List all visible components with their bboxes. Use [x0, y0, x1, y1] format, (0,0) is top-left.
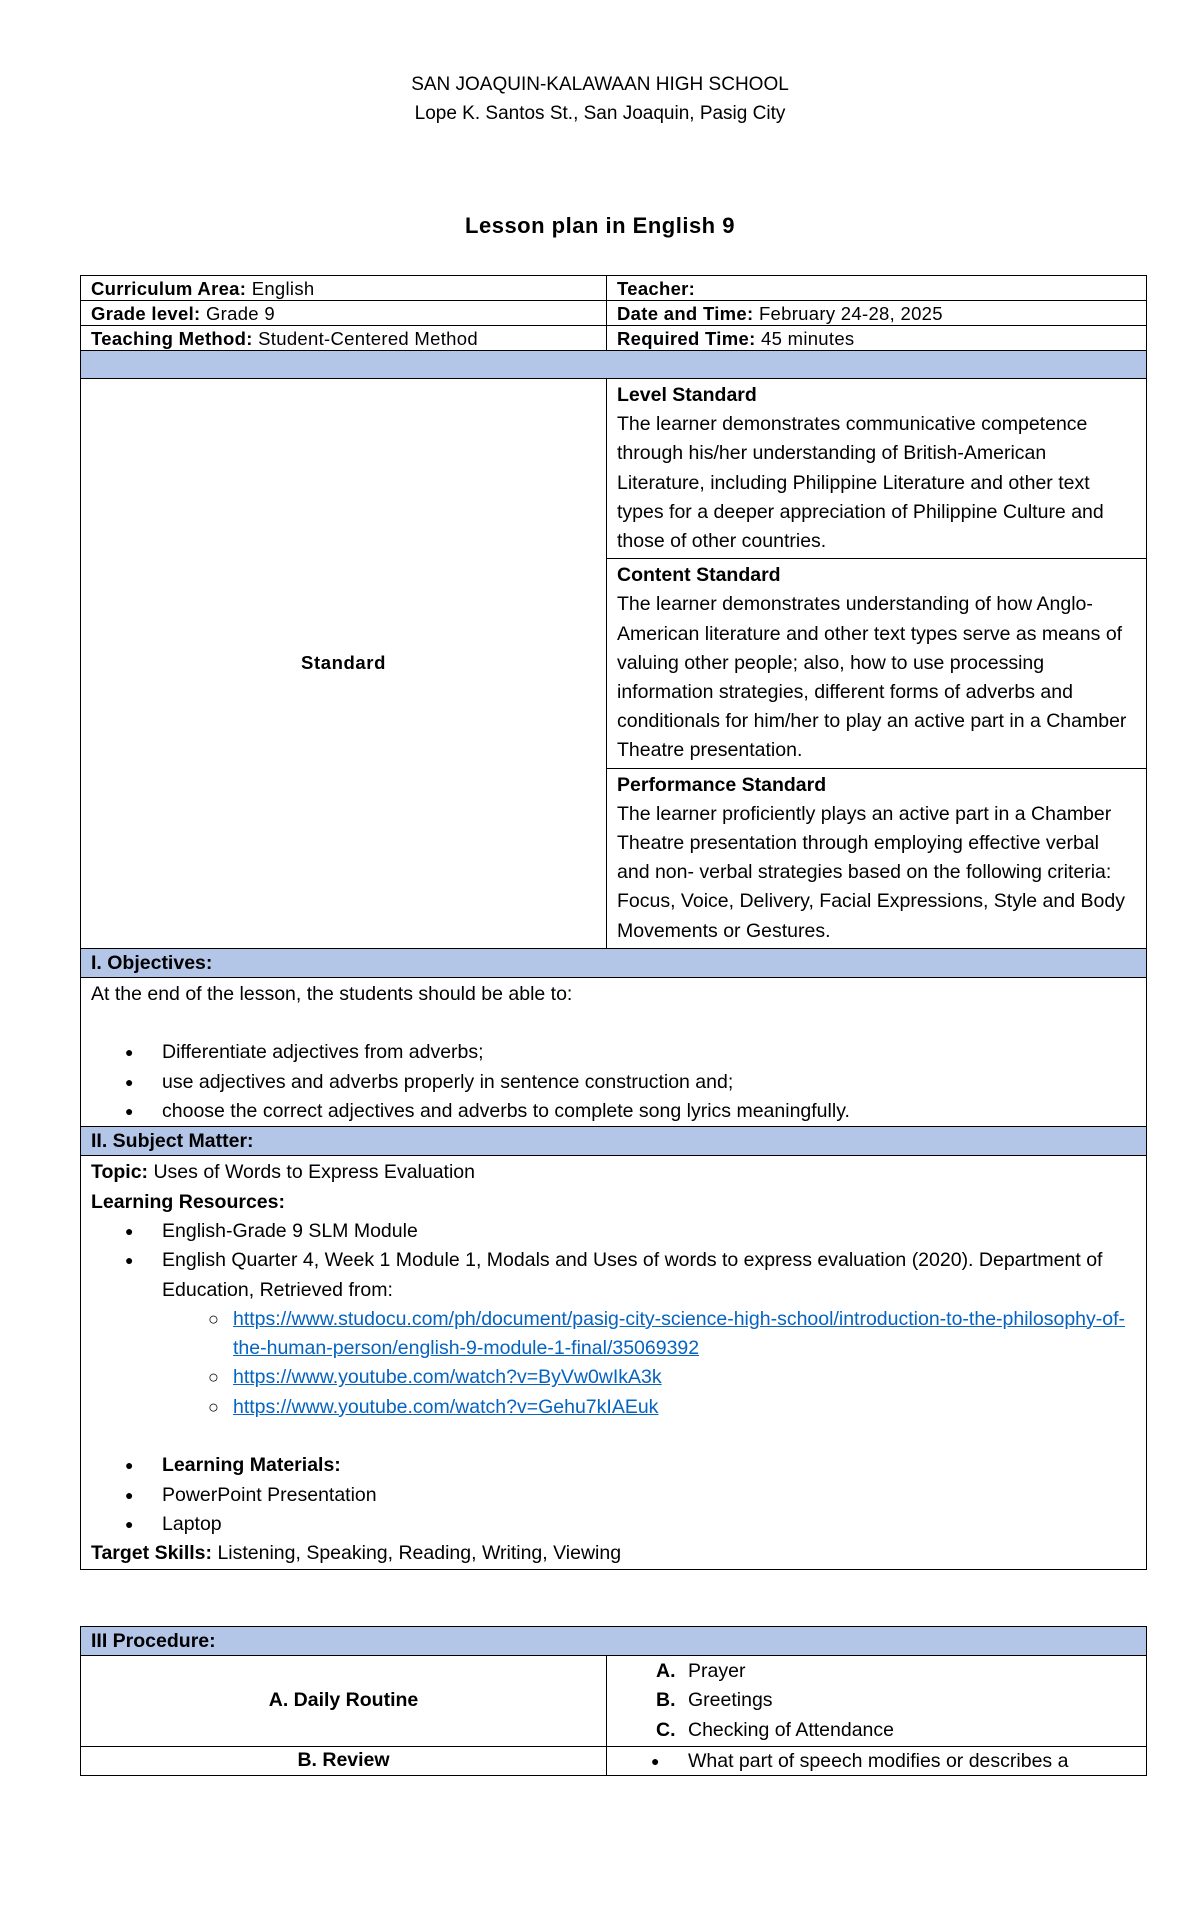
- objectives-list: [91, 1038, 1136, 1126]
- required-time-value: 45 minutes: [760, 328, 855, 349]
- standard-label: Standard: [81, 379, 607, 949]
- date-time-value: February 24-28, 2025: [758, 303, 943, 324]
- circle-bullet-icon: ○: [208, 1308, 219, 1329]
- level-standard-text: The learner demonstrates communicative competence through his/her understanding of British-American Literature, including Philippine Literature and other text types for a deeper appreciation of Philippine Culture and those of other countries.: [617, 413, 1104, 553]
- subject-matter-heading-row: [81, 1127, 1147, 1156]
- review-cell: [607, 1746, 1147, 1775]
- studocu-link[interactable]: https://www.studocu.com/ph/document/pasig-city-science-high-school/introduction-to-the-philosophy-of-the-human-person/english-9-module-1-final/35069392: [233, 1307, 1126, 1360]
- learning-resources-label: Learning Resources:: [91, 1190, 285, 1213]
- topic-line: [91, 1158, 1136, 1187]
- youtube-link-2[interactable]: https://www.youtube.com/watch?v=Gehu7kIAEuk: [233, 1395, 659, 1418]
- routine-item: A. Prayer: [656, 1660, 746, 1682]
- objectives-cell: [81, 977, 1147, 1126]
- school-name: SAN JOAQUIN-KALAWAAN HIGH SCHOOL: [411, 74, 789, 95]
- learning-materials-label: ● Learning Materials:: [91, 1451, 1136, 1480]
- level-standard-title: Level Standard: [617, 384, 757, 406]
- info-row-1: [81, 276, 1147, 301]
- required-time-cell: [607, 326, 1147, 351]
- content-standard-cell: [607, 559, 1147, 768]
- resources-list: [91, 1217, 1136, 1305]
- objective-item: ● Differentiate adjectives from adverbs;: [91, 1038, 1136, 1067]
- date-time-label: Date and Time:: [617, 303, 754, 324]
- circle-bullet-icon: ○: [208, 1396, 219, 1417]
- objective-item: ● use adjectives and adverbs properly in sentence construction and;: [91, 1068, 1136, 1097]
- circle-bullet-icon: ○: [208, 1367, 219, 1388]
- review-item: ● What part of speech modifies or describes a: [617, 1747, 1136, 1775]
- info-row-3: [81, 326, 1147, 351]
- curriculum-area-value: English: [251, 278, 315, 299]
- performance-standard-title: Performance Standard: [617, 773, 827, 796]
- resource-item: ● English-Grade 9 SLM Module: [91, 1217, 1136, 1246]
- grade-level-cell: [81, 301, 607, 326]
- info-row-2: [81, 301, 1147, 326]
- routine-item: B. Greetings: [656, 1689, 773, 1712]
- material-item: ● Laptop: [91, 1510, 1136, 1539]
- teacher-label: Teacher:: [617, 278, 696, 299]
- youtube-link-1[interactable]: https://www.youtube.com/watch?v=ByVw0wIkA3k: [233, 1366, 662, 1389]
- objectives-intro: At the end of the lesson, the students should be able to:: [91, 982, 573, 1005]
- curriculum-area-cell: [81, 276, 607, 301]
- subject-matter-cell: [81, 1156, 1147, 1569]
- document-title: Lesson plan in English 9: [465, 213, 735, 238]
- content-standard-text: The learner demonstrates understanding of how Anglo-American literature and other text types serve as means of valuing other people; also, how to use processing information strategies, different forms of adverbs and conditionals for him/her to play an active part in a Chamber Theatre presentation.: [617, 593, 1127, 762]
- materials-list: [91, 1451, 1136, 1539]
- teaching-method-label: Teaching Method:: [91, 328, 253, 349]
- grade-level-label: Grade level:: [91, 303, 201, 324]
- review-list: [617, 1747, 1136, 1775]
- resource-link-item: [91, 1305, 1136, 1364]
- daily-routine-cell: [607, 1656, 1147, 1747]
- curriculum-area-label: Curriculum Area:: [91, 278, 247, 299]
- objectives-row: [81, 977, 1147, 1126]
- procedure-heading: III Procedure:: [81, 1627, 1147, 1656]
- objective-item: ● choose the correct adjectives and adverbs to complete song lyrics meaningfully.: [91, 1097, 1136, 1126]
- subject-matter-heading: II. Subject Matter:: [81, 1127, 1147, 1156]
- required-time-label: Required Time:: [617, 328, 756, 349]
- target-skills-line: [91, 1539, 1136, 1568]
- resource-link-item: [91, 1393, 1136, 1422]
- target-skills-value: Listening, Speaking, Reading, Writing, Viewing: [217, 1542, 622, 1565]
- daily-routine-label: A. Daily Routine: [81, 1656, 607, 1747]
- objectives-heading: I. Objectives:: [81, 948, 1147, 977]
- procedure-table: [80, 1626, 1147, 1776]
- teaching-method-cell: [81, 326, 607, 351]
- content-standard-title: Content Standard: [617, 564, 781, 587]
- objectives-heading-row: [81, 948, 1147, 977]
- performance-standard-cell: [607, 768, 1147, 948]
- topic-label: Topic:: [91, 1161, 149, 1184]
- resource-item: ● English Quarter 4, Week 1 Module 1, Modals and Uses of words to express evaluation (2020). Department of Education, Retrieved from:: [91, 1246, 1136, 1305]
- performance-standard-text: The learner proficiently plays an active part in a Chamber Theatre presentation through employing effective verbal and non- verbal strategies based on the following criteria: Focus, Voice, Delivery, Facial Expressions, Style and Body Movements or Gestures.: [617, 802, 1125, 942]
- resource-links-list: [91, 1305, 1136, 1422]
- level-standard-row: [81, 379, 1147, 559]
- review-label: B. Review: [81, 1746, 607, 1775]
- teaching-method-value: Student-Centered Method: [258, 328, 478, 349]
- lesson-plan-table: [80, 275, 1147, 1570]
- blank-shaded-row: [81, 351, 1147, 379]
- routine-item: C. Checking of Attendance: [656, 1718, 894, 1741]
- grade-level-value: Grade 9: [205, 303, 275, 324]
- daily-routine-list: [617, 1657, 1136, 1745]
- target-skills-label: Target Skills:: [91, 1542, 213, 1565]
- teacher-cell: [607, 276, 1147, 301]
- material-item: ● PowerPoint Presentation: [91, 1481, 1136, 1510]
- procedure-heading-row: [81, 1627, 1147, 1656]
- date-time-cell: [607, 301, 1147, 326]
- review-row: [81, 1746, 1147, 1775]
- school-address: Lope K. Santos St., San Joaquin, Pasig City: [414, 103, 786, 124]
- subject-matter-row: [81, 1156, 1147, 1569]
- daily-routine-row: [81, 1656, 1147, 1747]
- topic-value: Uses of Words to Express Evaluation: [153, 1161, 475, 1184]
- resource-link-item: [91, 1363, 1136, 1392]
- level-standard-cell: [607, 379, 1147, 559]
